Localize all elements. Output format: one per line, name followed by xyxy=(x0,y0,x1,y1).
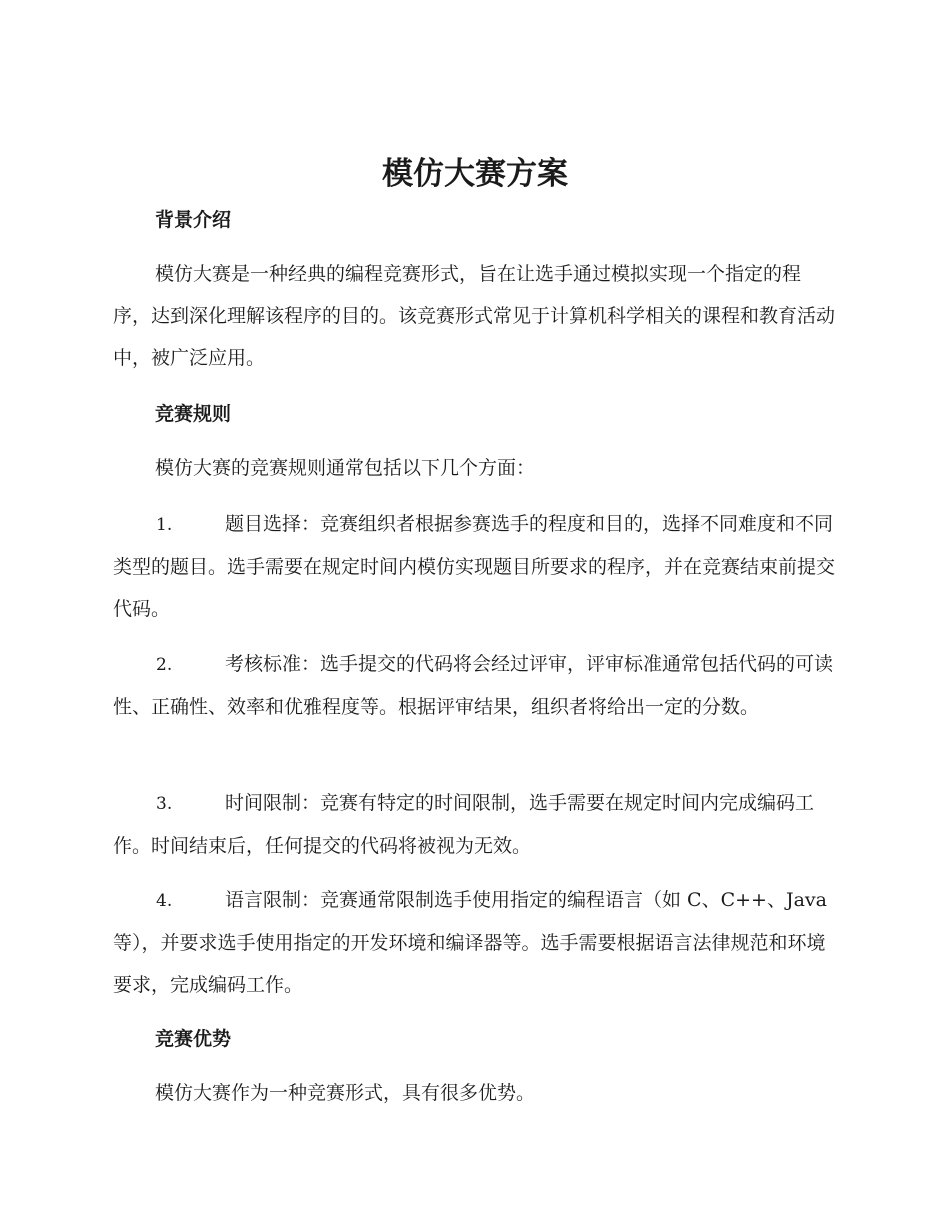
rule-item-2 xyxy=(113,643,838,728)
document-title: 模仿大赛方案 xyxy=(382,156,568,192)
rule-item-3 xyxy=(113,782,838,867)
rules-intro-paragraph: 模仿大赛的竞赛规则通常包括以下几个方面： xyxy=(155,457,536,479)
section-heading-rules: 竞赛规则 xyxy=(155,403,232,425)
section-heading-advantages: 竞赛优势 xyxy=(155,1028,232,1050)
rule-item-text: 语言限制：竞赛通常限制选手使用指定的编程语言（如 C、C++、Java 等），并要求选手使用指定的开发环境和编译器等。选手需要根据语言法律规范和环境要求，完成编码工作。 xyxy=(113,889,827,996)
advantages-paragraph: 模仿大赛作为一种竞赛形式，具有很多优势。 xyxy=(155,1082,536,1104)
section-heading-background: 背景介绍 xyxy=(155,209,232,231)
list-number: 3. xyxy=(156,794,173,814)
rule-item-4 xyxy=(113,879,838,1006)
background-paragraph: 模仿大赛是一种经典的编程竞赛形式，旨在让选手通过模拟实现一个指定的程序，达到深化理解该程序的目的。该竞赛形式常见于计算机科学相关的课程和教育活动中，被广泛应用。 xyxy=(113,263,836,369)
list-number: 1. xyxy=(156,515,173,535)
rule-item-1 xyxy=(113,503,838,630)
list-number: 4. xyxy=(156,891,173,911)
rule-item-text: 考核标准：选手提交的代码将会经过评审，评审标准通常包括代码的可读性、正确性、效率和优雅程度等。根据评审结果，组织者将给出一定的分数。 xyxy=(113,653,834,718)
rule-item-text: 题目选择：竞赛组织者根据参赛选手的程度和目的，选择不同难度和不同类型的题目。选手需要在规定时间内模仿实现题目所要求的程序，并在竞赛结束前提交代码。 xyxy=(113,513,836,620)
rule-item-text: 时间限制：竞赛有特定的时间限制，选手需要在规定时间内完成编码工作。时间结束后，任何提交的代码将被视为无效。 xyxy=(113,792,815,857)
list-number: 2. xyxy=(156,655,173,675)
